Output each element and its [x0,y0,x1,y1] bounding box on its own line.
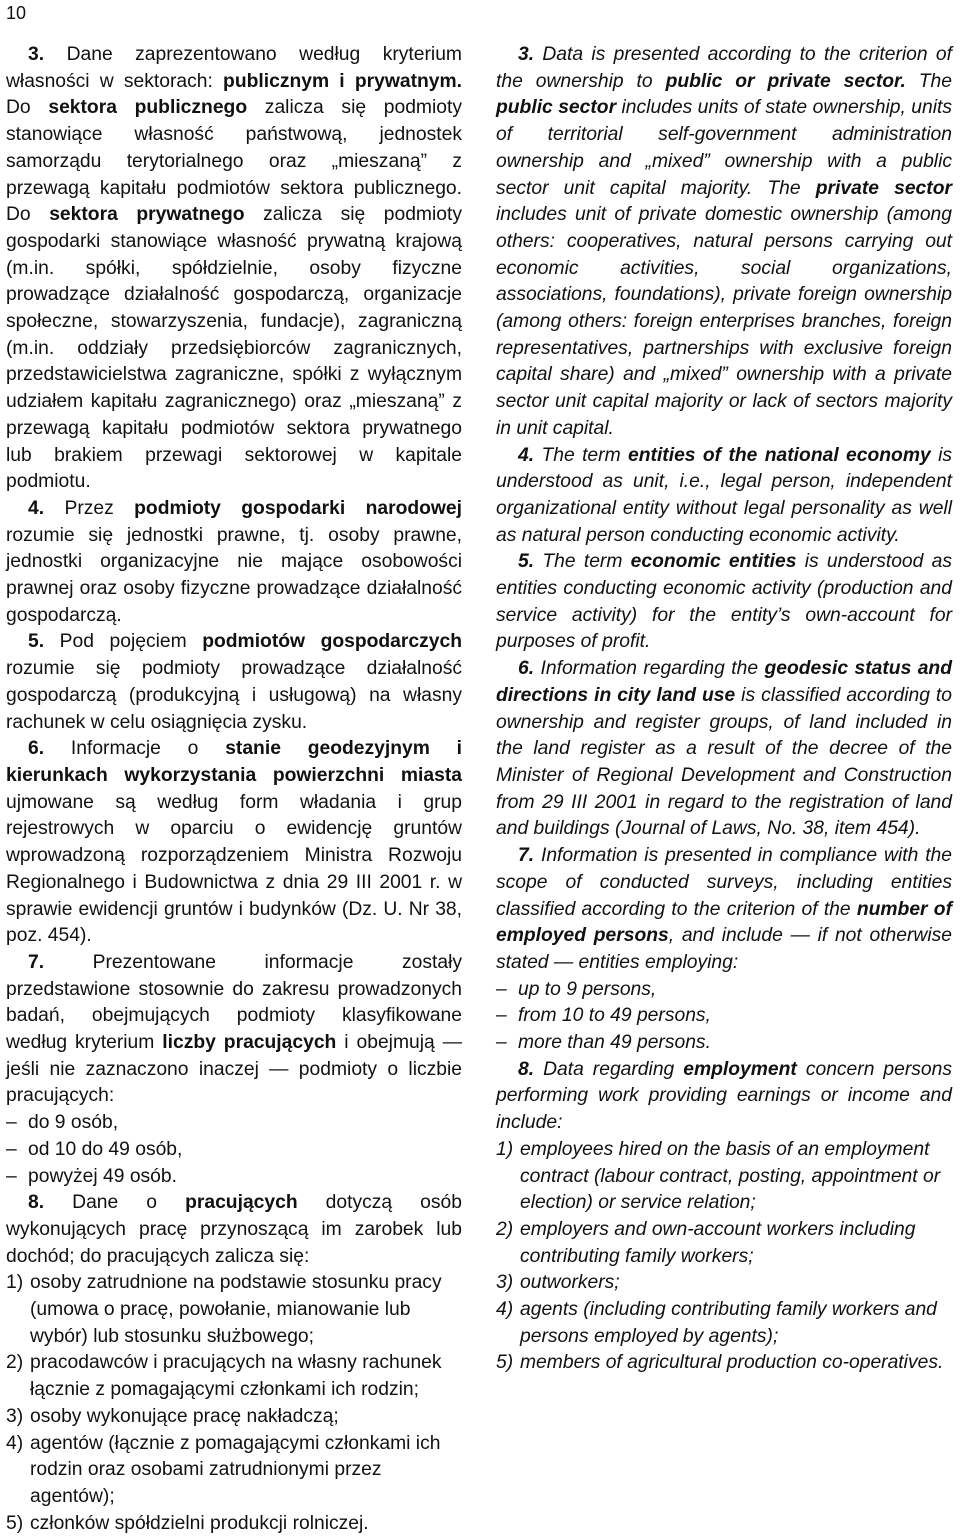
paragraph-7-en: 7. Information is presented in compliance with the scope of conducted surveys, including entities classified according to the criterion of the number of employed persons, and include — if not otherwise stated — entities employing: [496,845,953,973]
paragraph-4-en: 4. The term entities of the national economy is understood as unit, i.e., legal person, independent organizational entity without legal personality as well as natural person conducting economic activity. [496,444,953,546]
list-item: 1) osoby zatrudnione na podstawie stosunku pracy (umowa o pracę, powołanie, mianowanie lub wybór) lub stosunku służbowego; [6,1272,442,1347]
list-item: 4) agents (including contributing family workers and persons employed by agents); [496,1299,937,1347]
paragraph-5-pl: 5. Pod pojęciem podmiotów gospodarczych rozumie się podmioty prowadzące działalność gospodarczą (produkcyjną i usługową) na własny rachunek w celu osiągnięcia zysku. [6,631,463,733]
paragraph-6-pl: 6. Informacje o stanie geodezyjnym i kierunkach wykorzystania powierzchni miasta ujmowane są według form władania i grup rejestrowych w oparciu o ewidencję gruntów wprowadzoną rozporządzeniem Ministra Rozwoju Regionalnego i Budownictwa z dnia 29 III 2001 r. w sprawie ewidencji gruntów i budynków (Dz. U. Nr 38, poz. 454). [6,738,462,947]
list-item: – do 9 osób, [6,1110,462,1137]
english-column [496,42,952,1377]
list-item: 5) członków spółdzielni produkcji rolniczej. [6,1512,369,1534]
paragraph-7-pl: 7. Prezentowane informacje zostały przedstawione stosownie do zakresu prowadzonych badań, obejmujących podmioty klasyfikowane według kryterium liczby pracujących i obejmują — jeśli nie zaznaczono inaczej — podmioty o liczbie pracujących: [6,951,462,1107]
list-item: – od 10 do 49 osób, [6,1137,462,1164]
paragraph-8-en: 8. Data regarding employment concern persons performing work providing earnings or income and include: [496,1058,953,1134]
paragraph-4-pl: 4. Przez podmioty gospodarki narodowej rozumie się jednostki prawne, tj. osoby prawne, jednostki organizacyjne nie mające osobowości prawnej oraz osoby fizyczne prowadzące działalność gospodarczą. [6,497,462,626]
paragraph-8-pl: 8. Dane o pracujących dotyczą osób wykonujących pracę przynoszącą im zarobek lub dochód; do pracujących zalicza się: [6,1192,462,1267]
list-item: – powyżej 49 osób. [6,1164,462,1191]
list-item: 1) employees hired on the basis of an employment contract (labour contract, posting, appointment or election) or service relation; [496,1138,941,1214]
list-item: 5) members of agricultural production co-operatives. [496,1352,944,1374]
paragraph-6-en: 6. Information regarding the geodesic status and directions in city land use is classified according to ownership and register groups, of land included in the land register as a result of the decree of the Minister of Regional Development and Construction from 29 III 2001 in regard to the registration of land and buildings (Journal of Laws, No. 38, item 454). [496,658,952,840]
list-item: 4) agentów (łącznie z pomagającymi członkami ich rodzin oraz osobami zatrudnionymi przez agentów); [6,1432,441,1507]
paragraph-3-pl: 3. Dane zaprezentowano według kryterium własności w sektorach: publicznym i prywatnym. Do sektora publicznego zalicza się podmioty stanowiące własność państwową, jednostek samorządu terytorialnego oraz „mieszaną” z przewagą kapitału podmiotów sektora publicznego. Do sektora prywatnego zalicza się podmioty gospodarki stanowiące własność prywatną krajową (m.in. spółki, spółdzielnie, osoby fizyczne prowadzące działalność gospodarczą, organizacje społeczne, stowarzyszenia, fundacje), zagraniczną (m.in. oddziały przedsiębiorców zagranicznych, przedstawicielstwa zagraniczne, spółki z wyłącznym udziałem kapitału zagranicznego) oraz „mieszaną” z przewagą kapitału podmiotów sektora prywatnego lub brakiem przewagi sektorowej w kapitale podmiotu. [6,44,463,493]
list-item: 2) pracodawców i pracujących na własny rachunek łącznie z pomagającymi członkami ich rodzin; [6,1352,442,1401]
list-item: – up to 9 persons, [496,977,952,1004]
list-item: 2) employers and own-account workers including contributing family workers; [496,1218,916,1267]
list-item: 3) osoby wykonujące pracę nakładczą; [6,1405,339,1427]
list-item: 3) outworkers; [496,1272,620,1294]
list-item: – from 10 to 49 persons, [496,1003,952,1030]
list-item: – more than 49 persons. [496,1030,952,1057]
page-number: 10 [6,3,27,23]
paragraph-5-en: 5. The term economic entities is understood as entities conducting economic activity (production and service activity) for the entity’s own-account for purposes of profit. [496,551,953,653]
paragraph-3-en: 3. Data is presented according to the criterion of the ownership to public or private sector. The public sector includes units of state ownership, units of territorial self-government administration ownership and „mixed” ownership with a public sector unit capital majority. The private sector includes unit of private domestic ownership (among others: cooperatives, natural persons carrying out economic activities, social organizations, associations, foundations), private foreign ownership (among others: foreign enterprises branches, foreign representatives, partnerships with exclusive foreign capital share) and „mixed” ownership with a private sector unit capital majority or lack of sectors majority in unit capital. [496,44,952,439]
polish-column [6,42,462,1537]
